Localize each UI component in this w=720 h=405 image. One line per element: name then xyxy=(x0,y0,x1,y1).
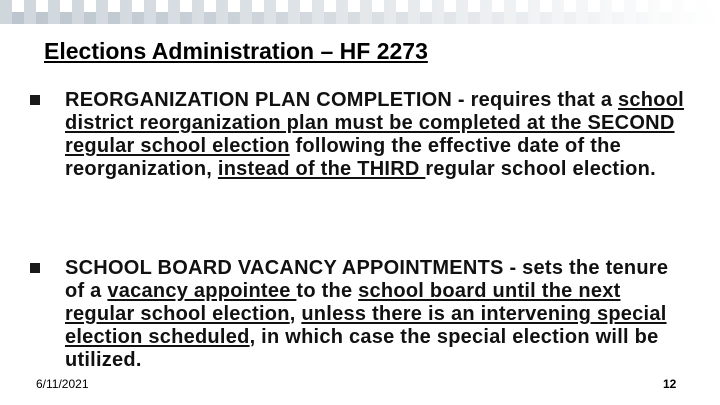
underlined-segment: school board until the next regular school election xyxy=(65,280,621,325)
text-segment: , in which case the special election will be utilized. xyxy=(65,326,659,371)
bullet-text xyxy=(65,89,690,181)
underlined-segment: instead of the THIRD xyxy=(217,158,426,180)
page-number: 12 xyxy=(663,377,677,391)
square-bullet-icon xyxy=(30,95,40,105)
text-segment: SCHOOL BOARD VACANCY APPOINTMENTS - sets the tenure of a xyxy=(65,257,669,302)
slide-title: Elections Administration – HF 2273 xyxy=(44,38,428,64)
underlined-segment: vacancy appointee xyxy=(107,280,297,302)
text-segment: REORGANIZATION PLAN COMPLETION - requires that a xyxy=(65,89,619,111)
text-segment: , xyxy=(289,303,302,325)
text-segment: following the effective date of the reorganization, xyxy=(65,135,621,180)
decorative-checker-band xyxy=(0,0,720,24)
bullet-item-reorganization xyxy=(30,89,690,181)
footer-date: 6/11/2021 xyxy=(36,377,89,391)
bullet-item-vacancy xyxy=(30,257,690,372)
underlined-segment: school district reorganization plan must be completed at the SECOND regular school election xyxy=(65,89,684,157)
text-segment: regular school election. xyxy=(425,158,656,180)
underlined-segment: unless there is an intervening special election scheduled xyxy=(65,303,667,348)
text-segment: to the xyxy=(296,280,359,302)
bullet-text xyxy=(65,257,690,372)
square-bullet-icon xyxy=(30,263,40,273)
